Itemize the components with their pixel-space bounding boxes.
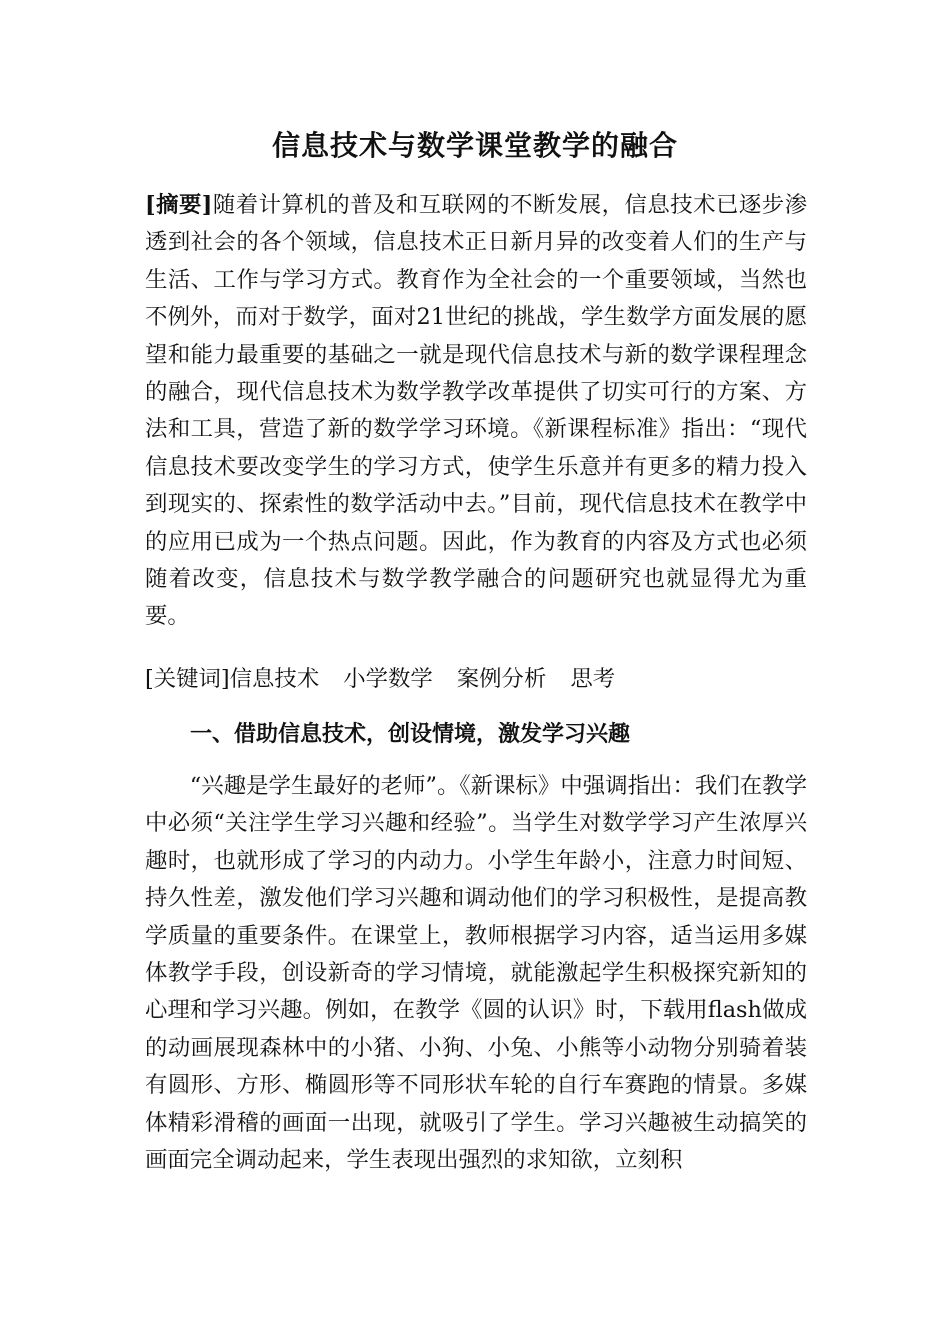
keywords-line — [145, 661, 807, 698]
abstract-paragraph — [145, 187, 807, 636]
document-title: 信息技术与数学课堂教学的融合 — [271, 129, 678, 162]
keyword-3: 案例分析 — [456, 666, 547, 692]
keyword-2: 小学数学 — [343, 666, 433, 692]
section-heading: 一、借助信息技术，创设情境，激发学习兴趣 — [190, 721, 631, 747]
abstract-text: 随着计算机的普及和互联网的不断发展，信息技术已逐步渗透到社会的各个领域，信息技术正日新月异的改变着人们的生产与生活、工作与学习方式。教育作为全社会的一个重要领域，当然也不例外，而对于数学，面对21世纪的挑战，学生数学方面发展的愿望和能力最重要的基础之一就是现代信息技术与新的数学课程理念的融合，现代信息技术为数学教学改革提供了切实可行的方案、方法和工具，营造了新的数学学习环境。《新课程标准》指出：“现代信息技术要改变学生的学习方式，使学生乐意并有更多的精力投入到现实的、探索性的数学活动中去。”目前，现代信息技术在教学中的应用已成为一个热点问题。因此，作为教育的内容及方式也必须随着改变，信息技术与数学教学融合的问题研究也就显得尤为重要。 — [145, 192, 807, 630]
keyword-1: 信息技术 — [229, 666, 320, 692]
keyword-4: 思考 — [570, 666, 616, 692]
abstract-label: [摘要] — [145, 192, 213, 218]
section-paragraph: “兴趣是学生最好的老师”。《新课标》中强调指出：我们在教学中必须“关注学生学习兴趣和经验”。当学生对数学学习产生浓厚兴趣时，也就形成了学习的内动力。小学生年龄小，注意力时间短、持久性差，激发他们学习兴趣和调动他们的学习积极性，是提高教学质量的重要条件。在课堂上，教师根据学习内容，适当运用多媒体教学手段，创设新奇的学习情境，就能激起学生积极探究新知的心理和学习兴趣。例如，在教学《圆的认识》时，下载用flash做成的动画展现森林中的小猪、小狗、小兔、小熊等小动物分别骑着装有圆形、方形、椭圆形等不同形状车轮的自行车赛跑的情景。多媒体精彩滑稽的画面一出现，就吸引了学生。学习兴趣被生动搞笑的画面完全调动起来，学生表现出强烈的求知欲，立刻积 — [145, 773, 807, 1174]
keywords-label: [关键词] — [145, 666, 230, 692]
